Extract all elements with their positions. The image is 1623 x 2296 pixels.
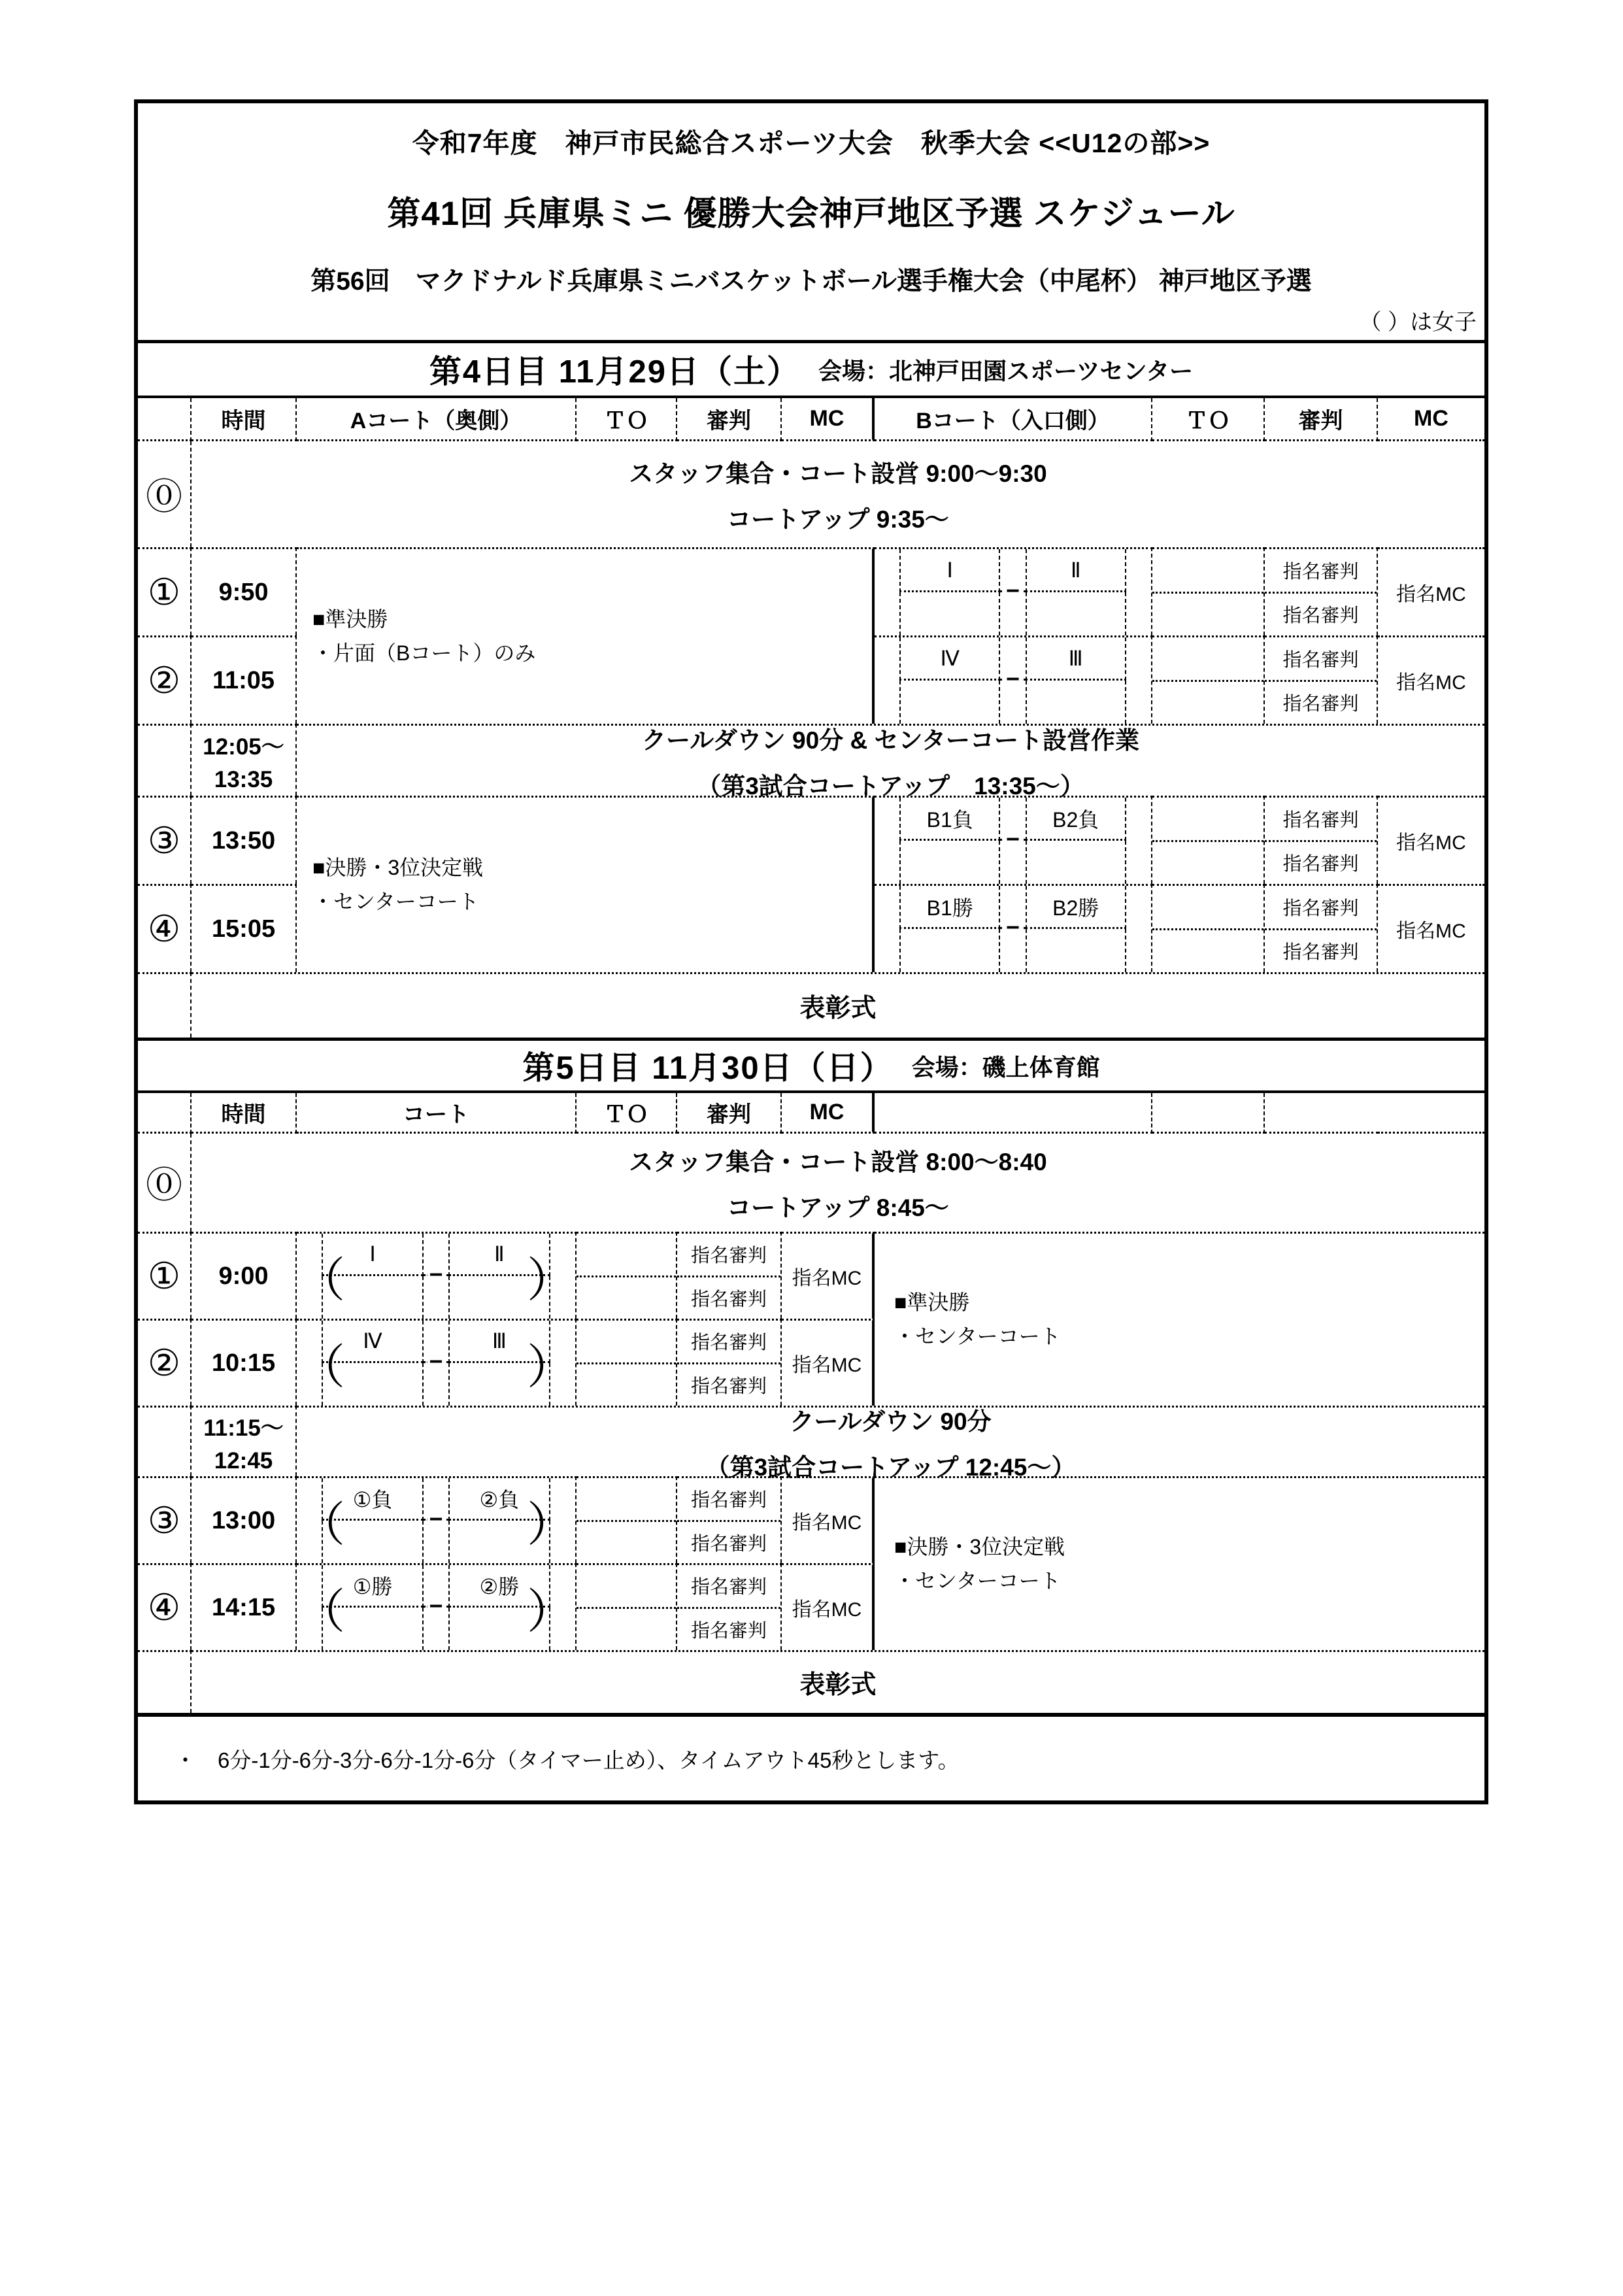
day4-row0-number: ⓪ [138,441,192,547]
cooldown-line2: （第3試合コートアップ 12:45～） [705,1453,1076,1481]
referee-bottom: 指名審判 [1282,605,1359,627]
day4-row1-referees [1265,547,1378,635]
day4-header-time: 時間 [192,398,297,441]
cooldown-time-end: 13:35 [214,766,273,792]
day4-row3-to [1152,796,1265,884]
day4-row2-mc: 指名MC [1378,635,1484,724]
day4-row4-referees [1265,884,1378,972]
day5-table [138,1038,1484,1713]
day5-note-semifinal [875,1232,1484,1406]
cooldown-time-end: 12:45 [214,1447,273,1474]
note-line: ■準決勝 [312,607,388,632]
day4-header-court-b: Bコート（入口側） [875,398,1152,441]
match-team2: Ⅱ [448,1234,550,1276]
match-team1: B1負 [899,798,1000,841]
cooldown-line1: クールダウン 90分 [790,1408,992,1435]
referee-bottom: 指名審判 [690,1376,767,1397]
day5-row3-match [297,1476,577,1563]
day5-row2-time: 10:15 [192,1319,297,1406]
open-paren: （ [298,1586,346,1638]
day4-header-blank [138,398,192,441]
referee-top: 指名審判 [677,1234,780,1277]
day4-date: 第4日目 11月29日（土） [429,354,801,390]
vs-dash: − [427,1508,444,1531]
cooldown-line1: クールダウン 90分 & センターコート設営作業 [641,726,1139,754]
day5-row2-mc: 指名MC [782,1319,875,1406]
day5-venue: 会場：磯上体育館 [911,1053,1100,1081]
open-paren: （ [298,1255,346,1307]
day5-header-empty2 [1152,1093,1265,1134]
timing-rule-note: ・ 6分-1分-6分-3分-6分-1分-6分（タイマー止め）、タイムアウト45秒とします。 [138,1713,1484,1800]
referee-top: 指名審判 [677,1565,780,1609]
day5-row2-match [297,1319,577,1406]
referee-top: 指名審判 [1265,549,1377,594]
day4-award-blank [138,972,192,1038]
day5-date: 第5日目 11月30日（日） [522,1051,894,1086]
referee-top: 指名審判 [1265,637,1377,682]
day4-row1-mc: 指名MC [1378,547,1484,635]
day5-row4-mc: 指名MC [782,1563,875,1650]
match-team2: ②負 [448,1478,550,1521]
day4-cooldown-time [192,724,297,796]
day4-row2-match [875,635,1152,724]
vs-dash: − [1004,579,1022,603]
day5-section-title [138,1041,1484,1093]
day5-row4-time: 14:15 [192,1563,297,1650]
day5-row3-to [577,1476,677,1563]
day5-header-empty1 [875,1093,1152,1134]
cooldown-time-start: 12:05～ [203,734,284,760]
note-line: ・片面（Bコート）のみ [312,641,536,665]
note-line: ■準決勝 [894,1291,970,1315]
day4-header-to-b: ＴＯ [1152,398,1265,441]
close-paren: ） [526,1499,574,1551]
vs-dash: − [427,1350,444,1374]
day5-setup-line2: コートアップ 8:45～ [727,1194,949,1221]
open-paren: （ [298,1499,346,1551]
vs-dash: − [427,1263,444,1287]
day4-cooldown-blank [138,724,192,796]
day4-header-ref-b: 審判 [1265,398,1378,441]
day4-row3-time: 13:50 [192,796,297,884]
match-team2: B2勝 [1026,886,1126,929]
day5-row1-time: 9:00 [192,1232,297,1319]
day4-row1-to [1152,547,1265,635]
day4-table [138,340,1484,1038]
day5-row3-referees [677,1476,782,1563]
day5-header-mc: MC [782,1093,875,1134]
day5-row2-to [577,1319,677,1406]
close-paren: ） [526,1342,574,1394]
close-paren: ） [526,1586,574,1638]
day4-row1-number: ① [138,547,192,635]
day4-row2-time: 11:05 [192,635,297,724]
match-team1: Ⅰ [322,1234,423,1276]
day5-row1-referees [677,1232,782,1319]
schedule-sheet [134,99,1488,1804]
day5-row1-match [297,1232,577,1319]
match-team1: ①勝 [322,1565,423,1608]
day4-row4-to [1152,884,1265,972]
day4-row3-referees [1265,796,1378,884]
day4-cooldown-cell [297,724,1484,800]
referee-top: 指名審判 [1265,798,1377,842]
vs-dash: − [1004,667,1022,691]
day5-row4-to [577,1563,677,1650]
vs-dash: − [427,1595,444,1618]
title-block [138,103,1484,336]
match-team1: Ⅳ [899,637,1000,681]
day5-award-blank [138,1650,192,1713]
cooldown-line2: （第3試合コートアップ 13:35～） [697,772,1084,800]
note-line: ・センターコート [894,1324,1061,1348]
match-team2: Ⅲ [448,1321,550,1363]
referee-bottom: 指名審判 [1282,694,1359,715]
day5-row3-number: ③ [138,1476,192,1563]
day4-header-ref-a: 審判 [677,398,782,441]
tournament-title-3: 第56回 マクドナルド兵庫県ミニバスケットボール選手権大会（中尾杯） 神戸地区予選 [310,267,1312,295]
day4-row3-match [875,796,1152,884]
day5-row4-match [297,1563,577,1650]
day5-setup-line1: スタッフ集合・コート設営 8:00～8:40 [629,1149,1047,1175]
match-team2: ②勝 [448,1565,550,1608]
match-team2: B2負 [1026,798,1126,841]
day5-row1-mc: 指名MC [782,1232,875,1319]
match-team1: Ⅳ [322,1321,423,1363]
note-line: ・センターコート [312,889,479,913]
day5-row4-referees [677,1563,782,1650]
match-team2: Ⅲ [1026,637,1126,681]
day4-setup-cell [192,441,1484,547]
day5-cooldown-cell [297,1406,1484,1481]
open-paren: （ [298,1342,346,1394]
day4-row2-number: ② [138,635,192,724]
note-line: ■決勝・3位決定戦 [894,1535,1065,1559]
cooldown-time-start: 11:15～ [203,1415,284,1441]
tournament-title-2: 第41回 兵庫県ミニ 優勝大会神戸地区予選 スケジュール [387,195,1235,232]
day4-row2-referees [1265,635,1378,724]
referee-top: 指名審判 [677,1321,780,1364]
day4-row1-time: 9:50 [192,547,297,635]
close-paren: ） [526,1255,574,1307]
referee-top: 指名審判 [1265,886,1377,930]
match-team2: Ⅱ [1026,549,1126,592]
day5-row4-number: ④ [138,1563,192,1650]
day5-award-ceremony: 表彰式 [192,1650,1484,1713]
day5-row3-time: 13:00 [192,1476,297,1563]
day4-setup-line2: コートアップ 9:35～ [727,506,949,533]
day4-row4-time: 15:05 [192,884,297,972]
referee-bottom: 指名審判 [1282,942,1359,964]
day4-setup-line1: スタッフ集合・コート設営 9:00～9:30 [629,460,1047,487]
note-line: ・センターコート [894,1568,1061,1593]
day5-header-to: ＴＯ [577,1093,677,1134]
match-team1: Ⅰ [899,549,1000,592]
day4-row3-number: ③ [138,796,192,884]
day5-header-ref: 審判 [677,1093,782,1134]
day5-row3-mc: 指名MC [782,1476,875,1563]
day4-section-title [138,343,1484,398]
day5-header-empty4 [1378,1093,1484,1134]
female-note: （ ）は女子 [1359,310,1477,335]
vs-dash: − [1004,828,1022,851]
day5-header-empty3 [1265,1093,1378,1134]
day5-header-court: コート [297,1093,577,1134]
day4-header-mc-b: MC [1378,398,1484,441]
day5-setup-cell [192,1134,1484,1232]
day5-header-blank [138,1093,192,1134]
day4-row3-mc: 指名MC [1378,796,1484,884]
day5-row0-number: ⓪ [138,1134,192,1232]
day5-row1-to [577,1232,677,1319]
day5-cooldown-blank [138,1406,192,1476]
referee-bottom: 指名審判 [1282,854,1359,875]
day4-row4-mc: 指名MC [1378,884,1484,972]
day5-note-final [875,1476,1484,1650]
day4-row4-number: ④ [138,884,192,972]
referee-bottom: 指名審判 [690,1289,767,1310]
day4-row4-match [875,884,1152,972]
day4-note-final [297,796,875,972]
day5-cooldown-time [192,1406,297,1476]
note-line: ■決勝・3位決定戦 [312,856,484,880]
match-team1: B1勝 [899,886,1000,929]
referee-bottom: 指名審判 [690,1533,767,1555]
day4-header-to-a: ＴＯ [577,398,677,441]
day4-header-court-a: Aコート（奥側） [297,398,577,441]
day4-header-mc-a: MC [782,398,875,441]
day4-award-ceremony: 表彰式 [192,972,1484,1038]
day5-row1-number: ① [138,1232,192,1319]
tournament-title-1: 令和7年度 神戸市民総合スポーツ大会 秋季大会 <<U12の部>> [412,128,1211,158]
referee-bottom: 指名審判 [690,1620,767,1642]
day4-venue: 会場：北神戸田園スポーツセンター [818,357,1194,384]
match-team1: ①負 [322,1478,423,1521]
referee-top: 指名審判 [677,1478,780,1522]
day5-row2-number: ② [138,1319,192,1406]
day4-row1-match [875,547,1152,635]
day5-row2-referees [677,1319,782,1406]
day4-note-semifinal [297,547,875,724]
day4-row2-to [1152,635,1265,724]
day5-header-time: 時間 [192,1093,297,1134]
vs-dash: − [1004,916,1022,939]
